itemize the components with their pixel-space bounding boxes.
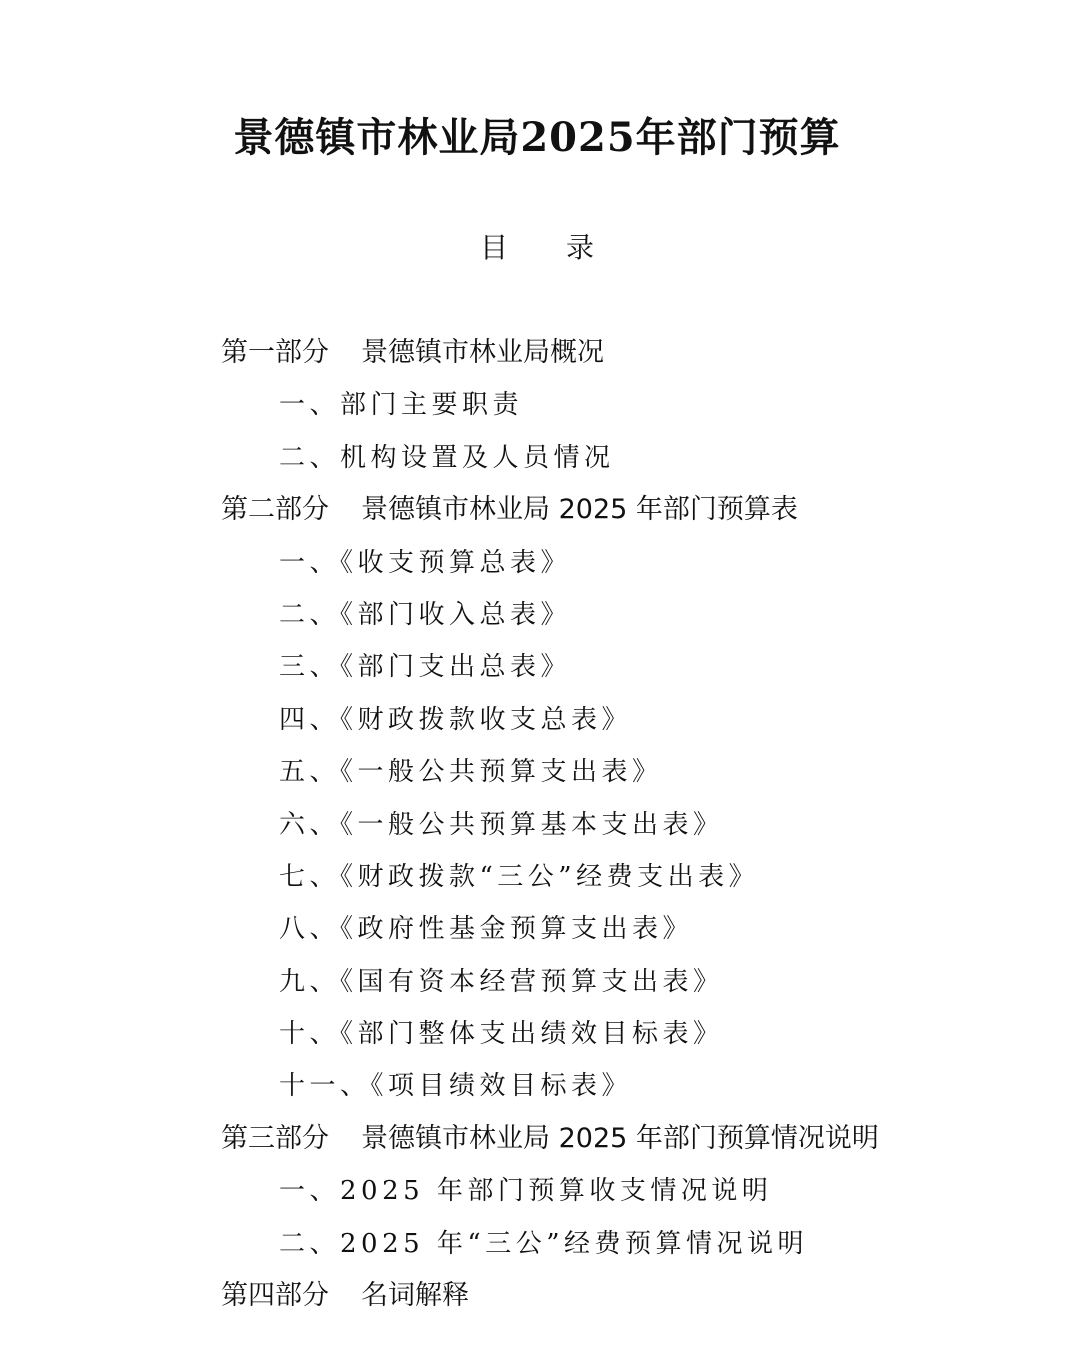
toc-item: 二、《部门收入总表》 [279,599,572,630]
toc-item: 一、部门主要职责 [279,390,524,421]
toc-item: 二、机构设置及人员情况 [279,442,615,473]
toc-item: 三、《部门支出总表》 [279,652,572,683]
toc-item: 十、《部门整体支出绩效目标表》 [279,1019,724,1050]
toc-item: 十一、《项目绩效目标表》 [279,1071,633,1102]
part-number: 第三部分 [221,1122,329,1154]
toc-item: 九、《国有资本经营预算支出表》 [279,966,724,997]
toc-item: 四、《财政拨款收支总表》 [279,704,633,735]
toc-item: 八、《政府性基金预算支出表》 [279,914,694,945]
toc-heading: 目录 [479,231,652,264]
toc-item: 五、《一般公共预算支出表》 [279,757,663,788]
part-title: 景德镇市林业局概况 [361,337,604,368]
toc-item: 二、2025 年“三公”经费预算情况说明 [279,1228,809,1259]
part-title: 景德镇市林业局 2025 年部门预算表 [361,494,798,526]
document-title: 景德镇市林业局2025年部门预算 [233,114,841,161]
toc-part-4 [0,1273,1074,1325]
part-number: 第四部分 [221,1280,329,1312]
toc-item: 六、《一般公共预算基本支出表》 [279,809,724,840]
toc-item: 一、2025 年部门预算收支情况说明 [279,1176,773,1207]
part-number: 第二部分 [221,494,329,526]
table-of-contents [0,330,1074,1325]
toc-part-1 [0,330,1074,382]
toc-item: 一、《收支预算总表》 [279,547,572,578]
toc-part-2 [0,487,1074,539]
toc-item: 七、《财政拨款“三公”经费支出表》 [279,861,760,892]
part-title: 景德镇市林业局 2025 年部门预算情况说明 [361,1122,879,1154]
toc-part-3 [0,1116,1074,1168]
part-title: 名词解释 [361,1280,469,1312]
part-number: 第一部分 [221,337,329,368]
